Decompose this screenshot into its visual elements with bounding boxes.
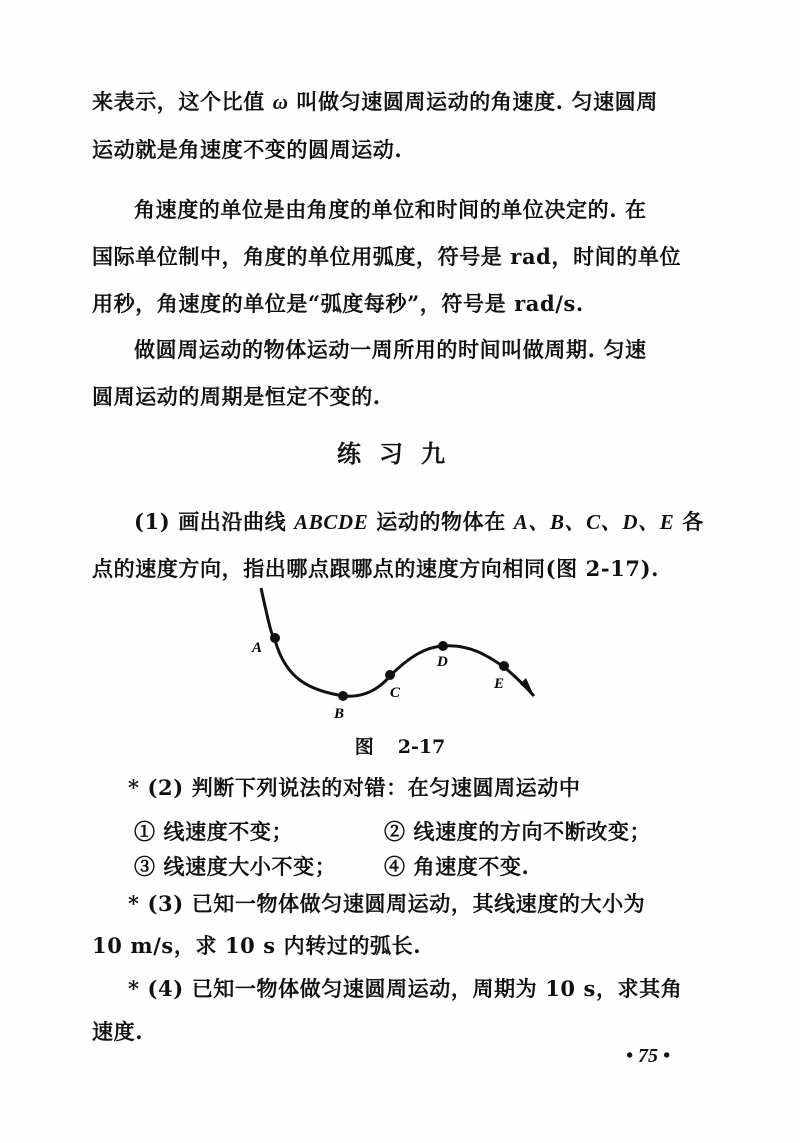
text: (1) 画出沿曲线 (134, 509, 295, 534)
question-1-line-2: 点的速度方向，指出哪点跟哪点的速度方向相同(图 2-17). (92, 556, 660, 581)
text: 各 (674, 509, 704, 534)
paragraph-2-line-1: 角速度的单位是由角度的单位和时间的单位决定的. 在 (134, 197, 647, 222)
text: ”，符号是 rad/s. (407, 291, 584, 316)
paragraph-3-line-1 (134, 336, 647, 364)
paragraph-1-line-1 (92, 88, 658, 116)
question-2-option-2: ② 线速度的方向不断改变； (384, 819, 652, 844)
question-3-line-1: * (3) 已知一物体做匀速圆周运动，其线速度的大小为 (128, 891, 646, 916)
question-1-line-1 (134, 508, 704, 536)
curve-label: ABCDE (294, 510, 369, 534)
figure-2-17-curve (230, 580, 560, 730)
question-2-option-4: ④ 角速度不变. (384, 854, 530, 879)
arrow-head-icon (520, 678, 534, 696)
text: . 匀速 (587, 337, 647, 362)
point-d-dot (438, 641, 448, 651)
figure-caption (0, 732, 800, 759)
paragraph-3-line-2: 圆周运动的周期是恒定不变的. (92, 384, 381, 409)
page-number: • 75 • (626, 1045, 671, 1067)
text: 来表示，这个比值 (92, 89, 273, 114)
exercise-title: 练习九 (337, 439, 463, 468)
caption-number: 2-17 (397, 736, 446, 758)
paragraph-1-line-2: 运动就是角速度不变的圆周运动. (92, 137, 403, 162)
omega-symbol: ω (272, 90, 289, 114)
term-period: 周期 (544, 337, 588, 362)
question-2-line-1: * (2) 判断下列说法的对错：在匀速圆周运动中 (128, 775, 581, 800)
question-2-option-3: ③ 线速度大小不变； (134, 854, 337, 879)
points-label: A、B、C、D、E (513, 510, 675, 534)
text: 运动的物体在 (368, 509, 514, 534)
point-e-dot (499, 661, 509, 671)
text: 用秒，角速度的单位是“ (92, 291, 321, 316)
question-4-line-1: * (4) 已知一物体做匀速圆周运动，周期为 10 s，求其角 (128, 976, 683, 1001)
point-b-dot (338, 691, 348, 701)
text: 叫做匀速圆周运动的 (288, 89, 491, 114)
question-3-line-2: 10 m/s，求 10 s 内转过的弧长. (92, 933, 422, 958)
question-4-line-2: 速度. (92, 1019, 144, 1044)
paragraph-2-line-3 (92, 290, 584, 318)
point-a-label: A (252, 640, 263, 656)
term-angular-velocity: 角速度 (490, 89, 556, 114)
point-e-label: E (494, 676, 505, 692)
text: . 匀速圆周 (555, 89, 658, 114)
point-c-dot (385, 670, 395, 680)
caption-prefix: 图 (354, 736, 374, 758)
point-b-label: B (334, 706, 345, 722)
point-c-label: C (390, 685, 401, 701)
question-2-option-1: ① 线速度不变； (134, 819, 294, 844)
term-radian-per-second: 弧度每秒 (320, 291, 408, 316)
paragraph-2-line-2: 国际单位制中，角度的单位用弧度，符号是 rad，时间的单位 (92, 244, 682, 269)
point-a-dot (270, 633, 280, 643)
point-d-label: D (437, 654, 448, 670)
text: 做圆周运动的物体运动一周所用的时间叫做 (134, 337, 545, 362)
